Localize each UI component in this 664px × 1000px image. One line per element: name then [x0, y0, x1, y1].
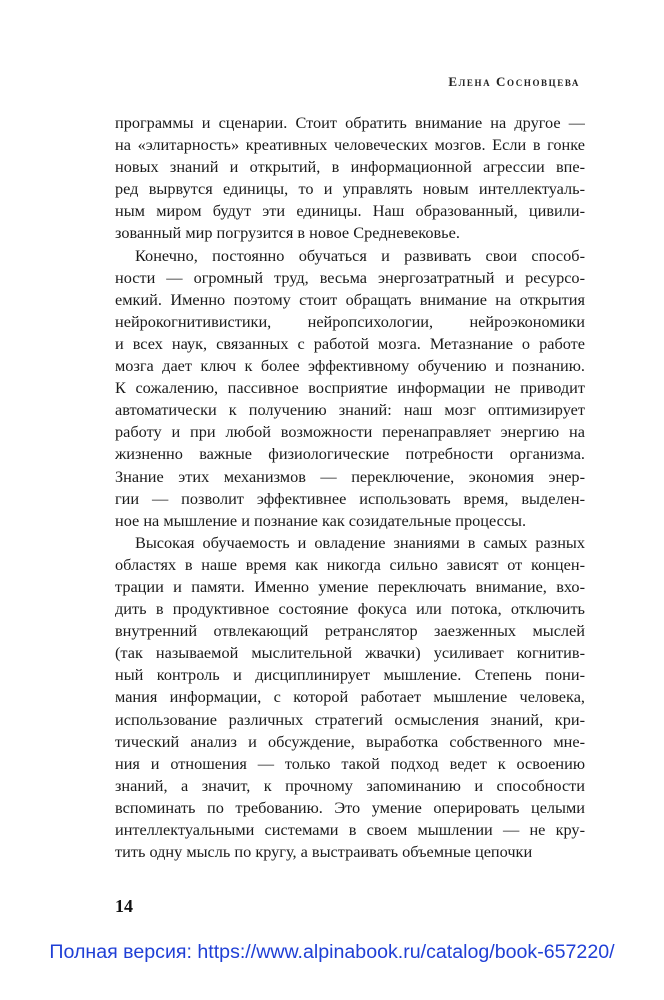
text-line: мания информации, с которой работает мышление человека, — [115, 687, 585, 707]
text-line: знаний, а значит, к прочному запоминанию и способности — [115, 775, 585, 795]
text-line: автоматически к получению знаний: наш мозг оптимизирует — [115, 400, 585, 420]
text-line: гии — позволит эффективнее использовать время, выделен- — [115, 488, 585, 508]
text-line: тический анализ и обсуждение, выработка собственного мне- — [115, 731, 585, 751]
paragraph — [115, 245, 585, 532]
text-line: ности — огромный труд, весьма энергозатратный и ресурсо- — [115, 267, 585, 287]
page-number: 14 — [115, 896, 133, 916]
text-line: ный контроль и дисциплинирует мышление. Степень пони- — [115, 665, 585, 685]
full-version-link[interactable]: Полная версия: https://www.alpinabook.ru/catalog/book-657220/ — [49, 941, 615, 963]
text-line: К сожалению, пассивное восприятие информации не приводит — [115, 378, 585, 398]
running-header-author: Елена Сосновцева — [448, 74, 580, 89]
text-line: на «элитарность» креативных человеческих мозгов. Если в гонке — [115, 135, 585, 155]
text-line: ным миром будут эти единицы. Наш образованный, цивили- — [115, 201, 585, 221]
text-line: ред вырвутся единицы, то и управлять новым интеллектуаль- — [115, 179, 585, 199]
text-line: нейрокогнитивистики, нейропсихологии, нейроэкономики — [115, 311, 585, 331]
text-line: и всех наук, связанных с работой мозга. Метазнание о работе — [115, 333, 585, 353]
text-line: зованный мир погрузится в новое Средневековье. — [115, 223, 460, 243]
text-line: программы и сценарии. Стоит обратить внимание на другое — — [115, 113, 585, 132]
text-line: Знание этих механизмов — переключение, экономия энер- — [115, 466, 585, 486]
text-line: использование различных стратегий осмысления знаний, кри- — [115, 709, 585, 729]
text-line: областях в наше время как никогда сильно зависят от концен- — [115, 554, 585, 574]
text-line: новых знаний и открытий, в информационной агрессии впе- — [115, 157, 585, 177]
paragraph — [115, 532, 585, 863]
text-line: емкий. Именно поэтому стоит обращать внимание на открытия — [115, 289, 585, 309]
body-text — [115, 112, 585, 863]
text-line: (так называемой мыслительной жвачки) усиливает когнитив- — [115, 643, 585, 663]
text-line: ния и отношения — только такой подход ведет к освоению — [115, 753, 585, 773]
text-line: интеллектуальными системами в своем мышлении — не кру- — [115, 820, 585, 839]
text-line: внутренний отвлекающий ретранслятор заезженных мыслей — [115, 621, 585, 641]
text-line: жизненно важные физиологические потребности организма. — [115, 444, 585, 464]
text-line: ное на мышление и познание как созидательные процессы. — [115, 510, 527, 530]
text-line: вспоминать по требованию. Это умение оперировать целыми — [115, 797, 585, 817]
text-line: мозга дает ключ к более эффективному обучению и познанию. — [115, 356, 585, 376]
text-line: трации и памяти. Именно умение переключать внимание, вхо- — [115, 576, 585, 596]
text-line: работу и при любой возможности перенаправляет энергию на — [115, 422, 585, 442]
text-line: Конечно, постоянно обучаться и развивать свои способ- — [135, 245, 585, 265]
paragraph — [115, 112, 585, 245]
text-line: Высокая обучаемость и овладение знаниями в самых разных — [135, 532, 585, 552]
text-line: дить в продуктивное состояние фокуса или потока, отключить — [115, 599, 585, 619]
text-line: тить одну мысль по кругу, а выстраивать объемные цепочки — [115, 842, 533, 862]
